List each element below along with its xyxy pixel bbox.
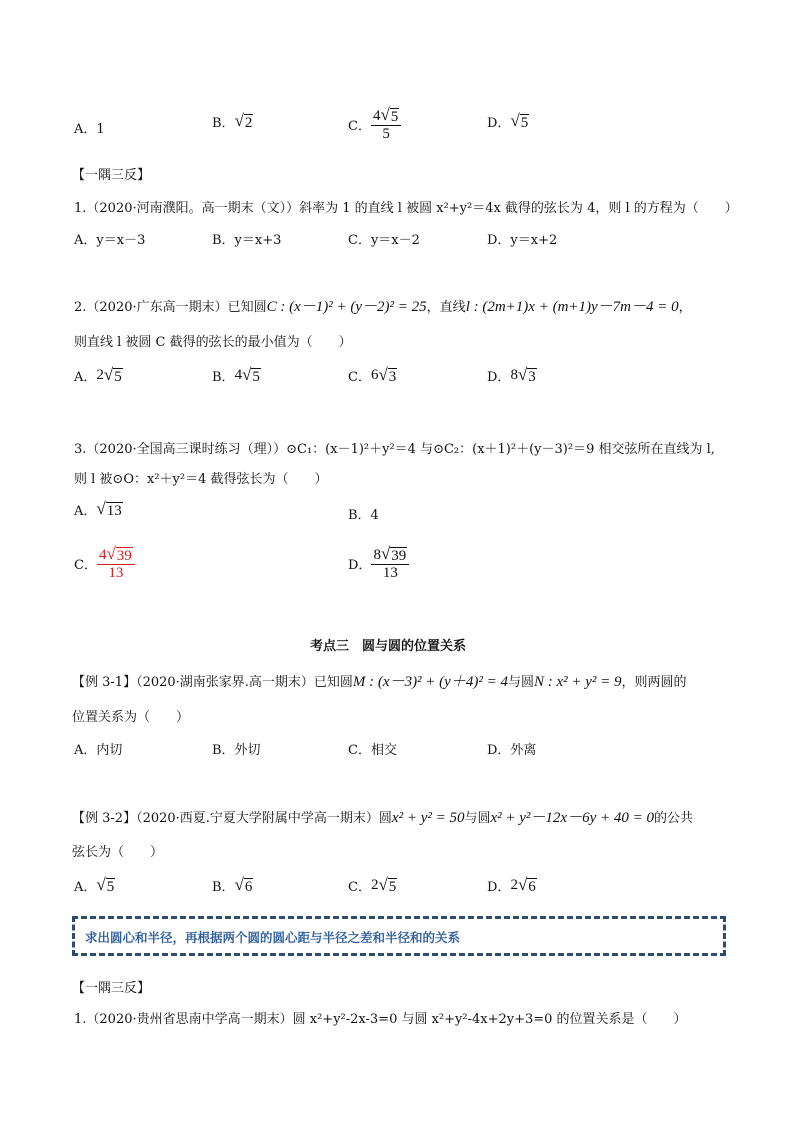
option-a: A． √ 13 (74, 499, 122, 519)
tip-text: 求出圆心和半径，再根据两个圆的圆心距与半径之差和半径和的关系 (85, 930, 461, 945)
problem-2-stem-line2: 则直线 l 被圆 C 截得的弦长的最小值为（ ） (74, 335, 352, 350)
option-c: C． 6 √ 3 (348, 365, 397, 385)
sqrt-expression: √ 5 (510, 111, 529, 131)
option-a: A． √ 5 (74, 875, 115, 895)
problem-3-stem-line2: 则 l 被⊙O：x²＋y²＝4 截得弦长为（ ） (74, 472, 328, 487)
option-b: B． √ 2 (212, 111, 253, 131)
tip-box (72, 916, 726, 956)
example-3-2-stem: 【例 3-2】（2020·西夏.宁夏大学附属中学高一期末）圆x² + y² = 50与圆x² + y²－12x－6y + 40 = 0的公共 (72, 810, 694, 826)
section-heading: 考点三 圆与圆的位置关系 (310, 639, 467, 654)
option-c: C． 2 √ 5 (348, 875, 397, 895)
section-title: 【一隅三反】 (72, 981, 151, 996)
problem-3-stem: 3.（2020·全国高三课时练习（理））⊙C₁：(x－1)²＋y²＝4 与⊙C₂：(x＋1)²＋(y－3)²＝9 相交弦所在直线为 l, (74, 442, 715, 457)
option-c: C．y＝x－2 (348, 233, 420, 248)
problem-1-stem: 1.（2020·河南濮阳。高一期末（文））斜率为 1 的直线 l 被圆 x²+y²＝4x 截得的弦长为 4，则 l 的方程为（ ） (74, 201, 738, 216)
line-equation: l : (2m+1)x + (m+1)y－7m－4 = 0 (465, 299, 679, 315)
option-b: B．外切 (212, 743, 261, 758)
fraction-expression: 8 √ 39 13 (371, 545, 409, 581)
option-b: B．4 (348, 508, 379, 523)
option-c: C．相交 (348, 743, 397, 758)
option-b: B． 4 √ 5 (212, 365, 260, 385)
problem-2-stem: 2.（2020·广东高一期末）已知圆C : (x－1)² + (y－2)² = 25，直线l : (2m+1)x + (m+1)y－7m－4 = 0， (74, 299, 692, 315)
example-3-1-stem-line2: 位置关系为（ ） (72, 710, 190, 725)
option-d: D． 8 √ 39 13 (348, 545, 409, 581)
option-a: A． 2 √ 5 (74, 365, 122, 385)
fraction-expression: 4 √ 5 5 (371, 106, 401, 142)
problem-4-stem: 1.（2020·贵州省思南中学高一期末）圆 x²+y²-2x-3=0 与圆 x²+y²-4x+2y+3=0 的位置关系是（ ） (74, 1012, 687, 1027)
option-d: D． √ 5 (487, 111, 529, 131)
option-a: A．1 (74, 122, 105, 137)
option-d: D． 2 √ 6 (487, 875, 536, 895)
option-d: D． 8 √ 3 (487, 365, 536, 385)
option-c: C． 4 √ 5 5 (348, 106, 401, 142)
option-b: B．y＝x+3 (212, 233, 282, 248)
option-a: A．y＝x－3 (74, 233, 146, 248)
option-b: B． √ 6 (212, 875, 253, 895)
option-d: D．外离 (487, 743, 537, 758)
example-3-1-stem: 【例 3-1】（2020·湖南张家界.高一期末）已知圆M : (x－3)² + (y＋4)² = 4与圆N : x² + y² = 9，则两圆的 (72, 674, 687, 690)
section-title: 【一隅三反】 (72, 168, 151, 183)
fraction-expression: 4 √ 39 13 (97, 545, 135, 581)
option-c-correct: C． 4 √ 39 13 (74, 545, 135, 581)
option-a: A．内切 (74, 743, 123, 758)
option-d: D．y＝x+2 (487, 233, 558, 248)
circle-equation: C : (x－1)² + (y－2)² = 25 (266, 299, 427, 315)
example-3-2-stem-line2: 弦长为（ ） (72, 845, 164, 860)
sqrt-expression: √ 2 (234, 111, 253, 131)
